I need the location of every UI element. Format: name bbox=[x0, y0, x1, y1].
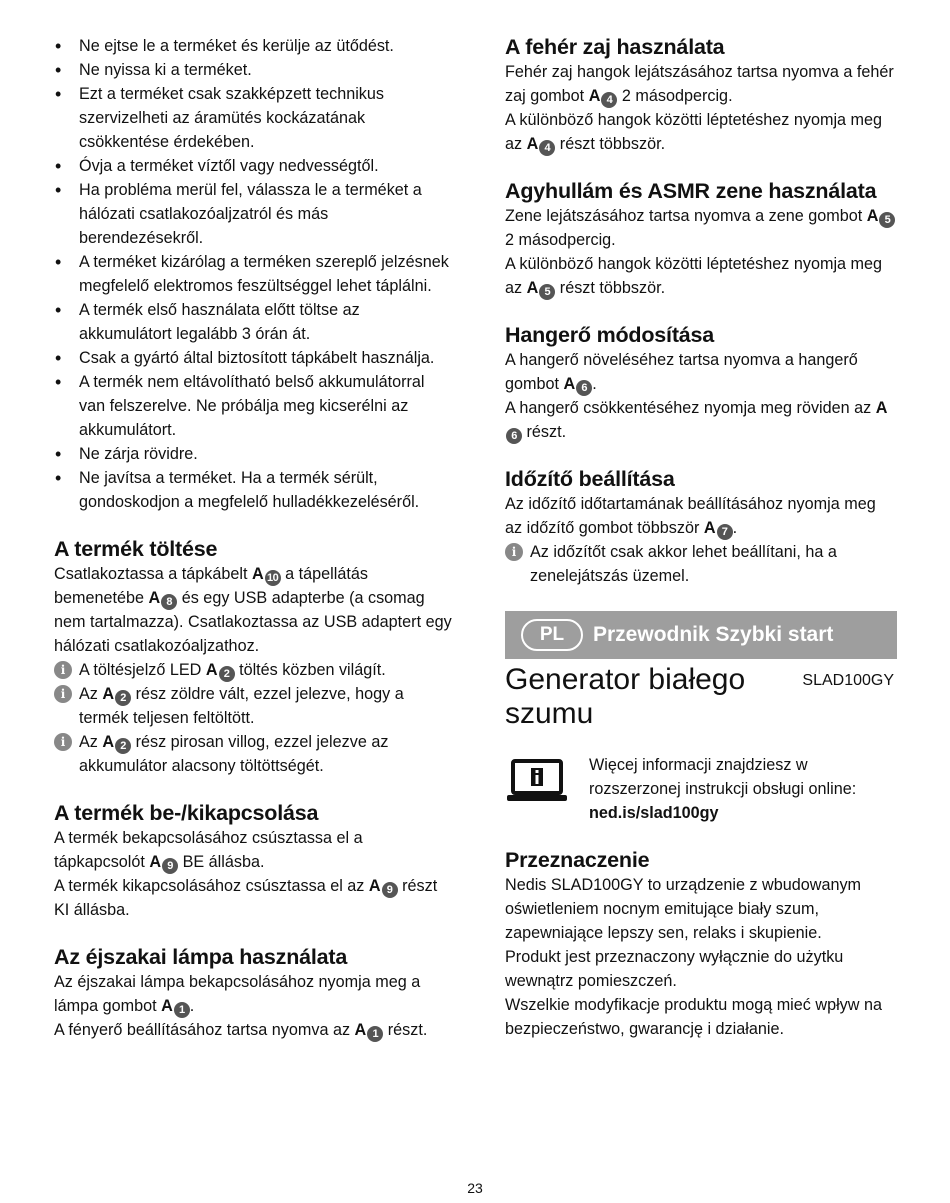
part-number-badge: 5 bbox=[879, 212, 895, 228]
info-note: i Az időzítőt csak akkor lehet beállítani, ha a zenelejátszás üzemel. bbox=[505, 540, 897, 588]
list-item: • Ne nyissa ki a terméket. bbox=[54, 58, 454, 82]
left-column bbox=[54, 34, 454, 1042]
part-number-badge: 2 bbox=[115, 690, 131, 706]
list-item: • Ha probléma merül fel, válassza le a terméket a hálózati csatlakozóaljzatról és más berendezésekről. bbox=[54, 178, 454, 250]
info-note: i Az A 2 rész pirosan villog, ezzel jelezve az akkumulátor alacsony töltöttségét. bbox=[54, 730, 454, 778]
info-note: i A töltésjelző LED A 2 töltés közben világít. bbox=[54, 658, 454, 682]
right-column bbox=[505, 34, 897, 1041]
whitenoise-heading: A fehér zaj használata bbox=[505, 35, 725, 59]
list-item: • Ne zárja rövidre. bbox=[54, 442, 454, 466]
part-number-badge: 2 bbox=[219, 666, 235, 682]
list-item: • Ne ejtse le a terméket és kerülje az ütődést. bbox=[54, 34, 454, 58]
nightlamp-heading: Az éjszakai lámpa használata bbox=[54, 945, 348, 969]
product-title: Generator białego szumu bbox=[505, 663, 746, 730]
more-info-block bbox=[505, 753, 897, 825]
volume-heading: Hangerő módosítása bbox=[505, 323, 715, 347]
part-number-badge: 8 bbox=[161, 594, 177, 610]
list-item: • A termék nem eltávolítható belső akkumulátorral van felszerelve. Ne próbálja meg kicserélni az akkumulátort. bbox=[54, 370, 454, 442]
timer-section bbox=[505, 466, 897, 588]
list-item: • A termék első használata előtt töltse az akkumulátort legalább 3 órán át. bbox=[54, 298, 454, 346]
asmr-step-text: A különböző hangok közötti léptetéshez nyomja meg az A 5 részt többször. bbox=[505, 255, 883, 298]
asmr-play-text: Zene lejátszásához tartsa nyomva a zene gombot A 5 2 másodpercig. bbox=[505, 204, 897, 252]
part-number-badge: 7 bbox=[717, 524, 733, 540]
list-item: • Csak a gyártó által biztosított tápkábelt használja. bbox=[54, 346, 454, 370]
list-item: • Ezt a terméket csak szakképzett technikus szervizelheti az áramütés kockázatának csökkentése érdekében. bbox=[54, 82, 454, 154]
whitenoise-step-text: A különböző hangok közötti léptetéshez nyomja meg az A 4 részt többször. bbox=[505, 111, 883, 154]
language-badge: PL bbox=[521, 619, 583, 651]
part-number-badge: 10 bbox=[265, 570, 281, 586]
volume-up-text: A hangerő növeléséhez tartsa nyomva a hangerő gombot A 6 . bbox=[505, 351, 858, 394]
part-number-badge: 9 bbox=[162, 858, 178, 874]
language-banner bbox=[505, 611, 897, 659]
charging-section bbox=[54, 536, 454, 778]
power-on-text: A termék bekapcsolásához csúsztassa el a tápkapcsolót A 9 BE állásba. bbox=[54, 829, 363, 872]
product-code: SLAD100GY bbox=[802, 672, 894, 689]
page-number: 23 bbox=[467, 1180, 483, 1196]
info-note: i Az A 2 rész zöldre vált, ezzel jelezve, hogy a termék teljesen feltöltött. bbox=[54, 682, 454, 730]
part-number-badge: 5 bbox=[539, 284, 555, 300]
info-icon: i bbox=[54, 661, 72, 679]
nightlamp-section bbox=[54, 944, 454, 1042]
part-number-badge: 2 bbox=[115, 738, 131, 754]
banner-title: Przewodnik Szybki start bbox=[593, 623, 834, 646]
part-number-badge: 6 bbox=[506, 428, 522, 444]
volume-section bbox=[505, 322, 897, 444]
part-number-badge: 4 bbox=[601, 92, 617, 108]
list-item: • Ne javítsa a terméket. Ha a termék sérült, gondoskodjon a megfelelő hulladékkezeléséről. bbox=[54, 466, 454, 514]
volume-down-text: A hangerő csökkentéséhez nyomja meg röviden az A6 részt. bbox=[505, 399, 888, 442]
timer-heading: Időzítő beállítása bbox=[505, 467, 675, 491]
manual-link[interactable]: ned.is/slad100gy bbox=[589, 804, 719, 822]
part-number-badge: 4 bbox=[539, 140, 555, 156]
purpose-section bbox=[505, 847, 897, 1041]
more-info-text: Więcej informacji znajdziesz w rozszerzonej instrukcji obsługi online: bbox=[589, 756, 857, 798]
safety-list bbox=[54, 34, 454, 514]
power-section bbox=[54, 800, 454, 922]
product-header bbox=[505, 663, 897, 731]
nightlamp-brightness-text: A fényerő beállításához tartsa nyomva az A 1 részt. bbox=[54, 1021, 428, 1040]
list-item: • Óvja a terméket víztől vagy nedvességtől. bbox=[54, 154, 454, 178]
nightlamp-on-text: Az éjszakai lámpa bekapcsolásához nyomja meg a lámpa gombot A 1 . bbox=[54, 973, 421, 1016]
whitenoise-section bbox=[505, 34, 897, 156]
part-number-badge: 9 bbox=[382, 882, 398, 898]
info-icon: i bbox=[54, 733, 72, 751]
power-heading: A termék be-/kikapcsolása bbox=[54, 801, 319, 825]
info-icon: i bbox=[505, 543, 523, 561]
whitenoise-play-text: Fehér zaj hangok lejátszásához tartsa nyomva a fehér zaj gombot A 4 2 másodpercig. bbox=[505, 63, 894, 106]
purpose-text-2: Produkt jest przeznaczony wyłącznie do użytku wewnątrz pomieszczeń. bbox=[505, 948, 844, 990]
purpose-text-3: Wszelkie modyfikacje produktu mogą mieć wpływ na bezpieczeństwo, gwarancję i działanie. bbox=[505, 996, 882, 1038]
asmr-heading: Agyhullám és ASMR zene használata bbox=[505, 179, 877, 203]
part-number-badge: 1 bbox=[367, 1026, 383, 1042]
power-off-text: A termék kikapcsolásához csúsztassa el az A 9 részt KI állásba. bbox=[54, 877, 438, 919]
part-number-badge: 6 bbox=[576, 380, 592, 396]
part-number-badge: 1 bbox=[174, 1002, 190, 1018]
asmr-section bbox=[505, 178, 897, 300]
purpose-text-1: Nedis SLAD100GY to urządzenie z wbudowanym oświetleniem nocnym emitujące biały szum, zapewniające lepszy sen, relaks i skupienie. bbox=[505, 876, 862, 942]
purpose-heading: Przeznaczenie bbox=[505, 848, 650, 872]
laptop-info-icon bbox=[505, 759, 569, 803]
more-info-text-block bbox=[589, 753, 897, 825]
charging-text: Csatlakoztassa a tápkábelt A 10 a tápellátás bemenetébe A 8 és egy USB adapterbe (a csomag nem tartalmazza). Csatlakoztassa az USB adaptert egy hálózati csatlakozóaljzathoz. bbox=[54, 565, 452, 655]
timer-text: Az időzítő időtartamának beállításához nyomja meg az időzítő gombot többször A 7 . bbox=[505, 495, 876, 538]
charging-heading: A termék töltése bbox=[54, 537, 218, 561]
info-icon: i bbox=[54, 685, 72, 703]
list-item: • A terméket kizárólag a terméken szereplő jelzésnek megfelelő elektromos feszültséggel lehet táplálni. bbox=[54, 250, 454, 298]
